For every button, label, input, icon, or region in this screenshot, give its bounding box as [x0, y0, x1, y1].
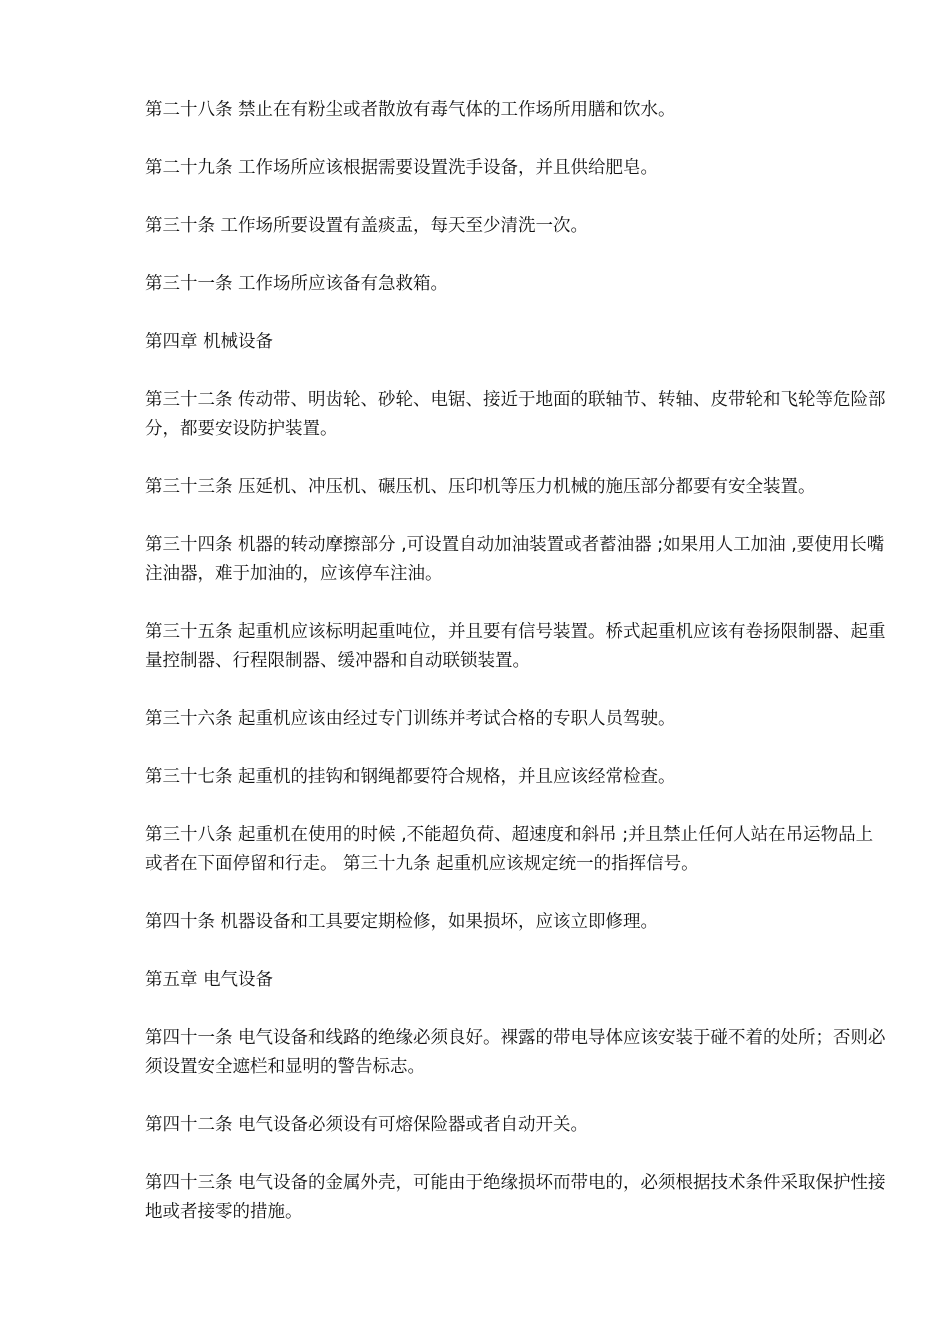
article-40: 第四十条 机器设备和工具要定期检修，如果损坏，应该立即修理。 [145, 912, 659, 932]
article-42: 第四十二条 电气设备必须设有可熔保险器或者自动开关。 [145, 1115, 589, 1135]
chapter-5-heading: 第五章 电气设备 [145, 970, 274, 990]
article-41: 第四十一条 电气设备和线路的绝缘必须良好。裸露的带电导体应该安装于碰不着的处所；否则必须设置安全遮栏和显明的警告标志。 [145, 1028, 886, 1077]
article-31: 第三十一条 工作场所应该备有急救箱。 [145, 274, 449, 294]
article-34: 第三十四条 机器的转动摩擦部分 ,可设置自动加油装置或者蓄油器 ;如果用人工加油 ,要使用长嘴注油器，难于加油的，应该停车注油。 [145, 535, 885, 584]
article-32: 第三十二条 传动带、明齿轮、砂轮、电锯、接近于地面的联轴节、转轴、皮带轮和飞轮等危险部分，都要安设防护装置。 [145, 390, 886, 439]
article-36: 第三十六条 起重机应该由经过专门训练并考试合格的专职人员驾驶。 [145, 709, 676, 729]
article-38-39: 第三十八条 起重机在使用的时候 ,不能超负荷、超速度和斜吊 ;并且禁止任何人站在吊运物品上或者在下面停留和行走。 第三十九条 起重机应该规定统一的指挥信号。 [145, 825, 874, 874]
article-35: 第三十五条 起重机应该标明起重吨位，并且要有信号装置。桥式起重机应该有卷扬限制器、起重量控制器、行程限制器、缓冲器和自动联锁装置。 [145, 622, 886, 671]
article-29: 第二十九条 工作场所应该根据需要设置洗手设备，并且供给肥皂。 [145, 158, 659, 178]
article-28: 第二十八条 禁止在有粉尘或者散放有毒气体的工作场所用膳和饮水。 [145, 100, 676, 120]
article-43: 第四十三条 电气设备的金属外壳，可能由于绝缘损坏而带电的，必须根据技术条件采取保护性接地或者接零的措施。 [145, 1173, 886, 1222]
document-body [145, 96, 890, 1256]
article-30: 第三十条 工作场所要设置有盖痰盂，每天至少清洗一次。 [145, 216, 589, 236]
chapter-4-heading: 第四章 机械设备 [145, 332, 274, 352]
article-33: 第三十三条 压延机、冲压机、碾压机、压印机等压力机械的施压部分都要有安全装置。 [145, 477, 816, 497]
article-37: 第三十七条 起重机的挂钩和钢绳都要符合规格，并且应该经常检查。 [145, 767, 676, 787]
